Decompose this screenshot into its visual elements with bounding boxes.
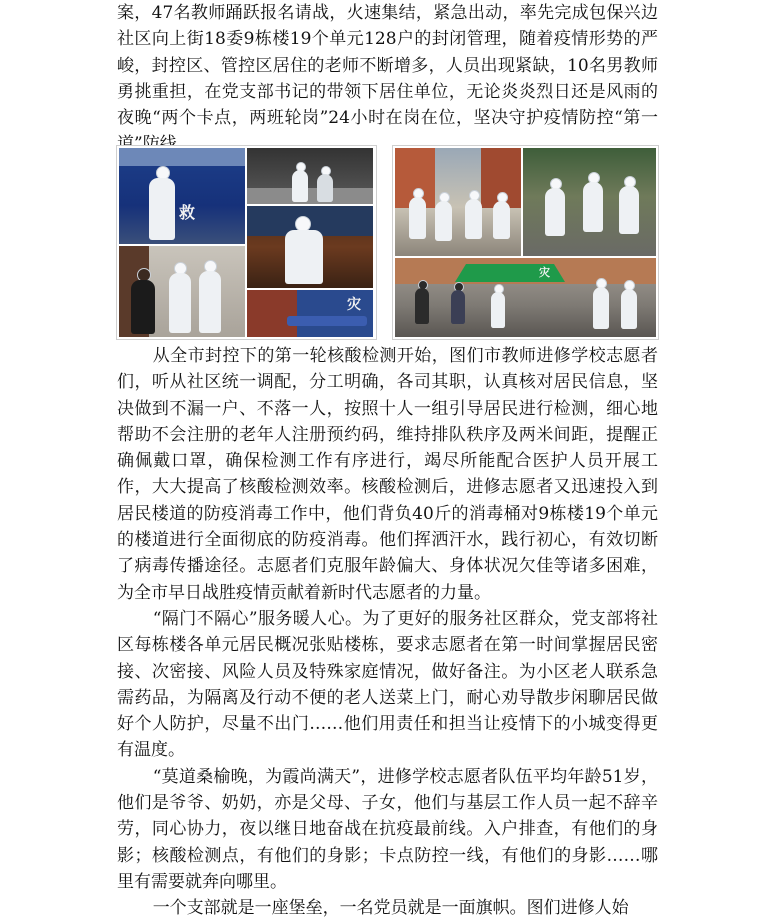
paragraph-block-1 [117, 0, 658, 158]
photo-collage-right [392, 145, 659, 340]
paragraph-2: 从全市封控下的第一轮核酸检测开始，图们市教师进修学校志愿者们，听从社区统一调配，分工明确，各司其职，认真核对居民信息，坚决做到不漏一户、不落一人，按照十人一组引导居民进行检测，细心地帮助不会注册的老年人注册预约码，维持排队秩序及两米间距，提醒正确佩戴口罩，确保检测工作有序进行，竭尽所能配合医护人员开展工作，大大提高了核酸检测效率。核酸检测后，进修志愿者又迅速投入到居民楼道的防疫消毒工作中，他们背负40斤的消毒桶对9栋楼19个单元的楼道进行全面彻底的防疫消毒。他们挥洒汗水，践行初心，有效切断了病毒传播途径。志愿者们克服年龄偏大、身体状况欠佳等诸多困难，为全市早日战胜疫情贡献着新时代志愿者的力量。 [117, 346, 658, 603]
paragraph-3: “隔门不隔心”服务暖人心。为了更好的服务社区群众，党支部将社区每栋楼各单元居民概况张贴楼栋，要求志愿者在第一时间掌握居民密接、次密接、风险人员及特殊家庭情况，做好备注。为小区老人联系急需药品，为隔离及行动不便的老人送菜上门，耐心劝导散步闲聊居民做好个人防护，尽量不出门……他们用责任和担当让疫情下的小城变得更有温度。 [117, 608, 658, 761]
photo-team-walking [395, 148, 521, 256]
photo-night-checkpoint [247, 148, 373, 204]
tent-sign-text: 灾 [539, 266, 550, 279]
paragraph-4: “莫道桑榆晚，为霞尚满天”，进修学校志愿者队伍平均年龄51岁，他们是爷爷、奶奶，亦是父母、子女，他们与基层工作人员一起不辞辛劳，同心协力，夜以继日地奋战在抗疫最前线。入户排查，有他们的身影；核酸检测点，有他们的身影；卡点防控一线，有他们的身影……哪里有需要就奔向哪里。 [117, 766, 658, 892]
photo-disinfection [523, 148, 656, 256]
photo-collage-left [116, 145, 377, 340]
photo-testing-site [395, 258, 656, 337]
photo-seated-volunteer [247, 206, 373, 288]
paragraph-5: 一个支部就是一座堡垒，一名党员就是一面旗帜。图们进修人始 [152, 898, 629, 919]
paragraph-block-2 [117, 343, 658, 922]
tent-sign-text: 灾 [347, 297, 361, 313]
tent-sign-text: 救 [179, 203, 196, 222]
paragraph-1: 案，47名教师踊跃报名请战，火速集结，紧急出动，率先完成包保兴边社区向上街18委9栋楼19个单元128户的封闭管理，随着疫情形势的严峻，封控区、管控区居住的老师不断增多，人员出现紧缺，10名男教师勇挑重担，在党支部书记的带领下居住单位，无论炎炎烈日还是风雨的夜晚“两个卡点，两班轮岗”24小时在岗在位，坚决守护疫情防控“第一 [117, 3, 658, 129]
photo-rest-cot [247, 290, 373, 337]
photo-blue-tent [119, 148, 245, 244]
photo-door-checkpoint [119, 246, 245, 337]
